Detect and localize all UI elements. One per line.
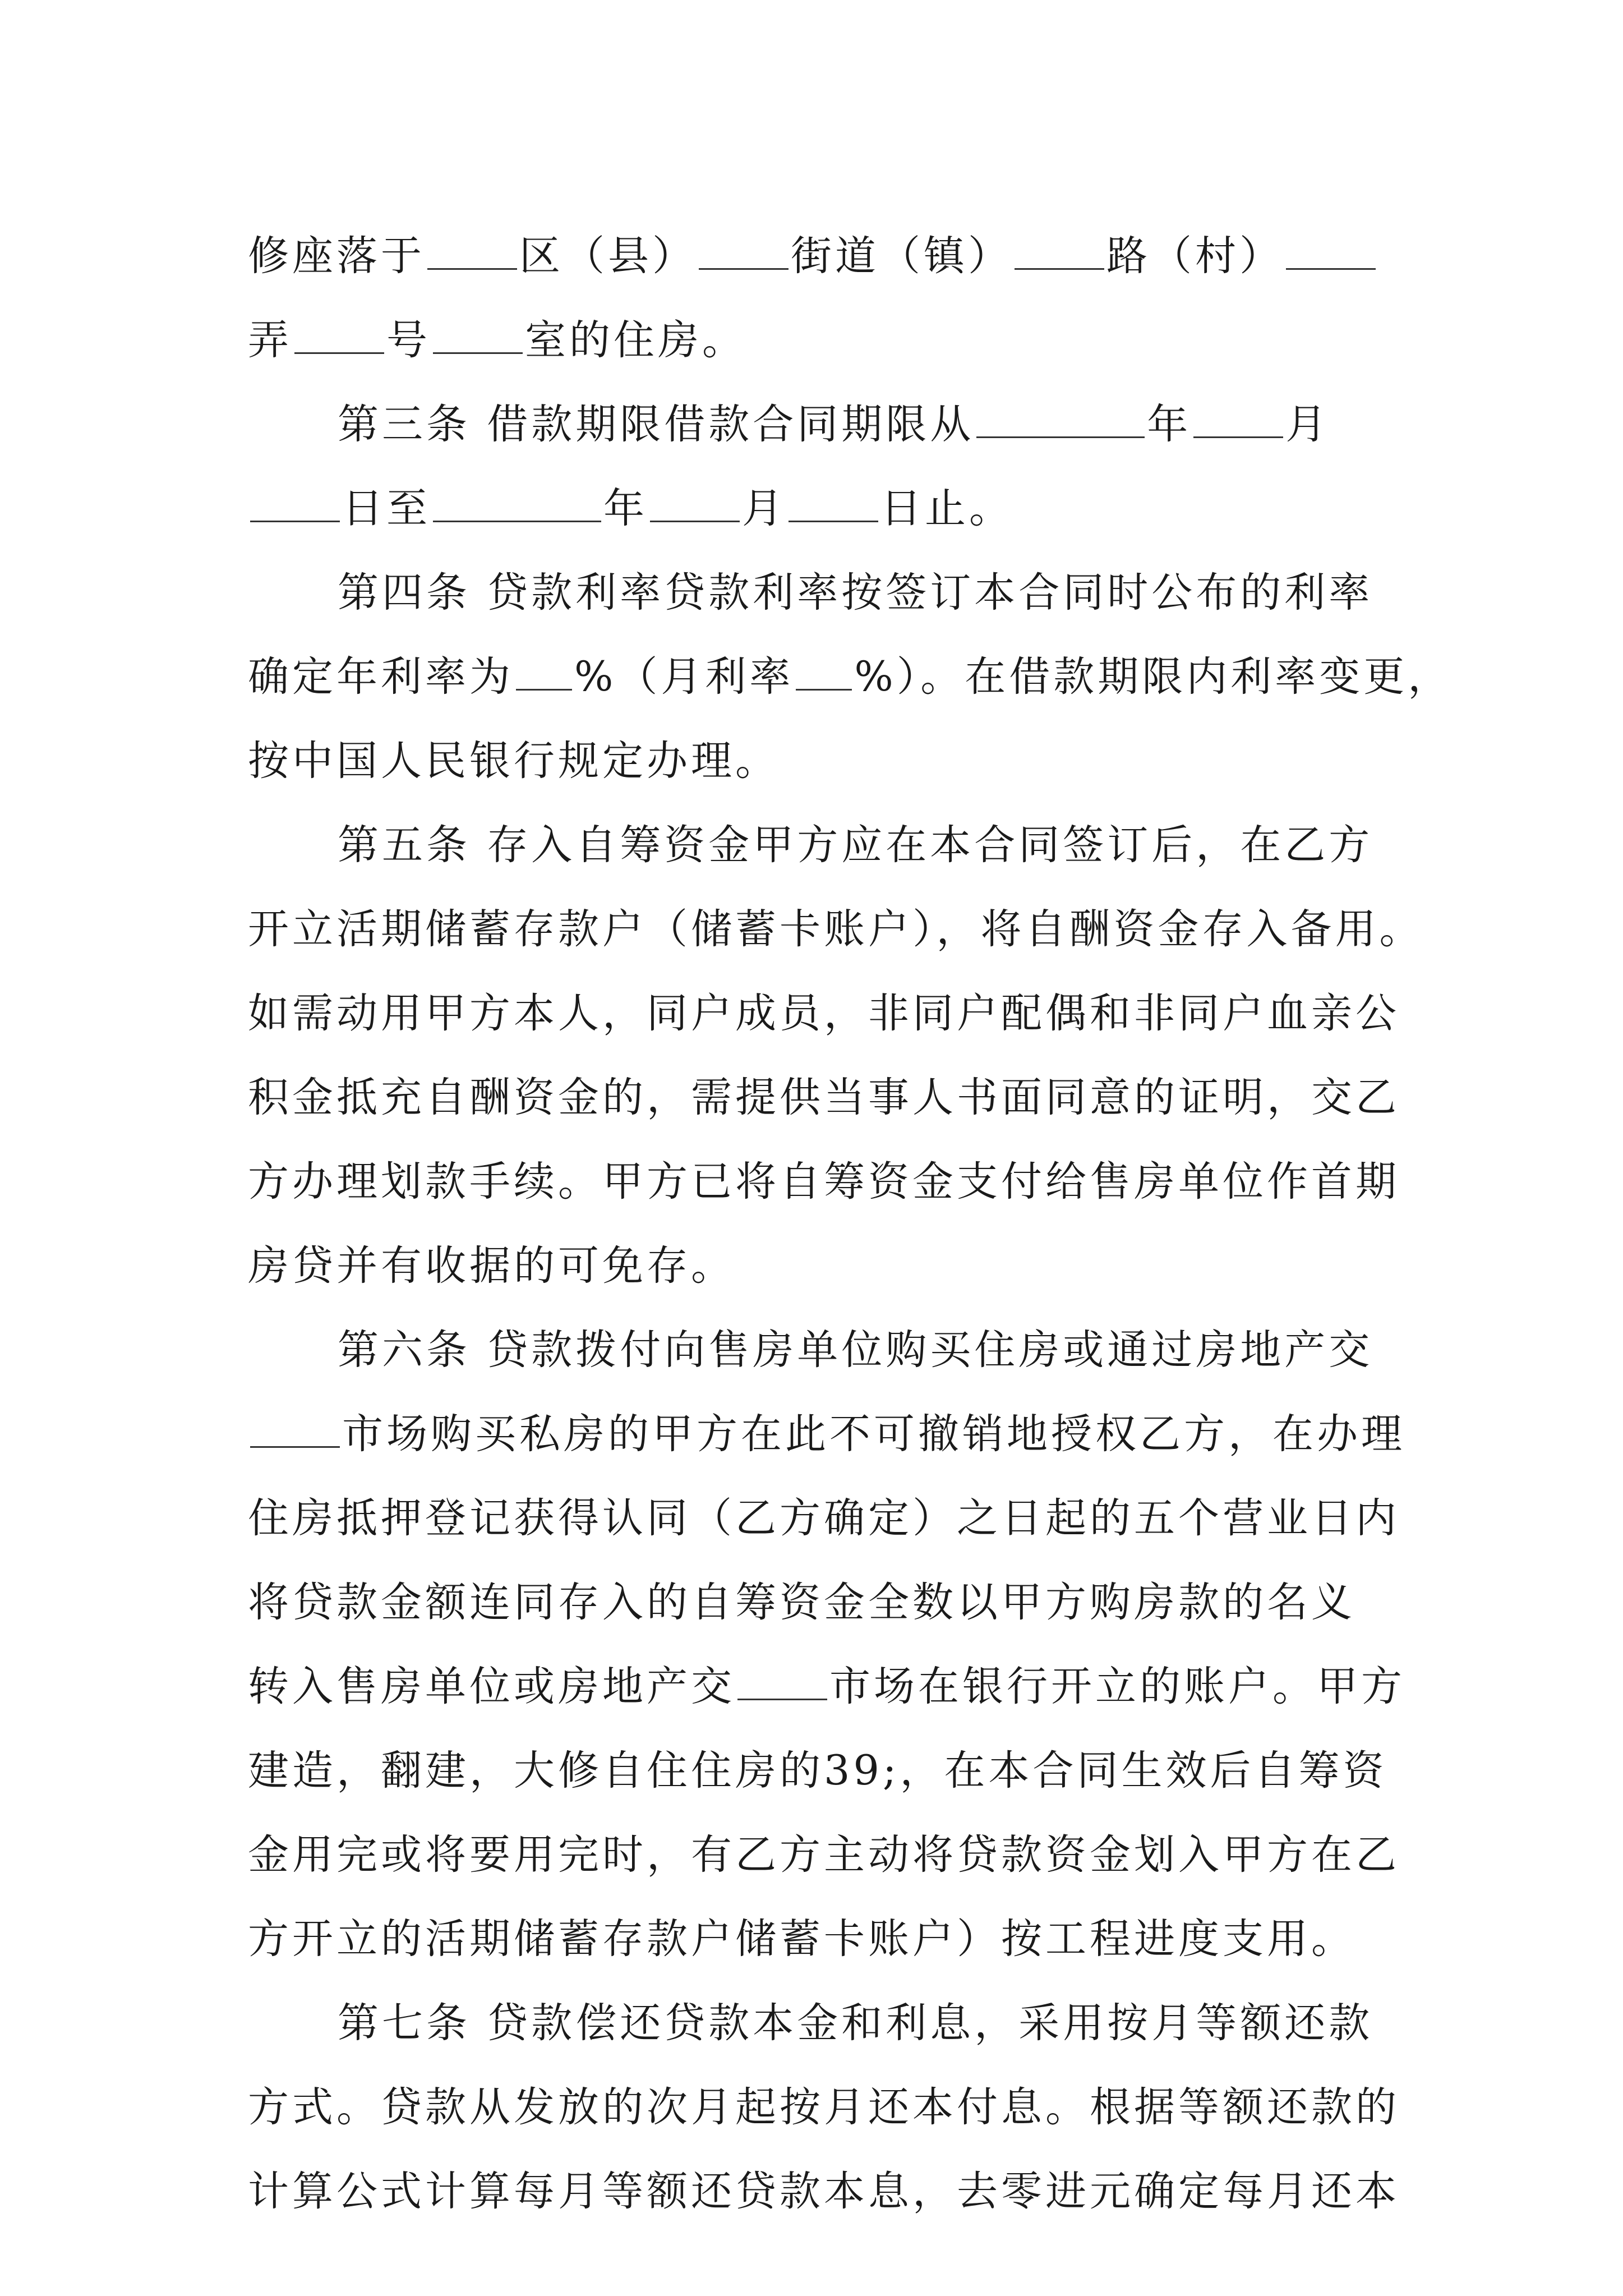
line-text: 年: [1147, 401, 1192, 448]
line-text: 市场购买私房的甲方在此不可撤销地授权乙方，在办理: [342, 1410, 1405, 1458]
fill-in-blank: [796, 642, 852, 691]
text-line: [248, 635, 1452, 719]
fill-in-blank: [433, 305, 523, 354]
fill-in-blank: [250, 1399, 340, 1448]
fill-in-blank: [427, 221, 517, 270]
article-3-heading-line: [338, 383, 1330, 467]
line-text: 月: [1285, 401, 1330, 448]
line-text: %（月利率: [574, 653, 794, 701]
line-text: 住房抵押登记获得认同（乙方确定）之日起的五个营业日内: [248, 1494, 1400, 1542]
fill-in-blank: [737, 1651, 827, 1700]
line-text: 将贷款金额连同存入的自筹资金全数以甲方购房款的名义: [248, 1579, 1355, 1626]
text-line: [248, 1897, 1355, 1981]
line-text: 室的住房。: [525, 316, 746, 364]
fill-in-blank: [650, 473, 740, 522]
line-text: %）。在借款期限内利率变更，: [854, 653, 1453, 701]
text-line: [248, 1392, 1405, 1476]
line-text: 积金抵充自酬资金的，需提供当事人书面同意的证明，交乙: [248, 1074, 1400, 1121]
article-7-heading-line: [338, 1981, 1373, 2065]
line-text: 年: [603, 485, 648, 532]
article-4-heading-line: [338, 551, 1373, 635]
line-text: 第七条 贷款偿还贷款本金和利息，采用按月等额还款: [338, 1999, 1373, 2047]
line-text: 月: [742, 485, 786, 532]
text-line: [248, 1561, 1355, 1645]
line-text: 弄: [248, 316, 292, 364]
text-line: [248, 1056, 1400, 1140]
text-line: [248, 1645, 1405, 1729]
line-text: 第五条 存入自筹资金甲方应在本合同签订后，在乙方: [338, 821, 1373, 869]
fill-in-blank: [250, 473, 340, 522]
line-text: 路（村）: [1106, 232, 1284, 280]
text-line: [248, 887, 1424, 972]
text-line: [248, 1729, 1387, 1813]
line-text: 日至: [342, 485, 431, 532]
fill-in-blank: [1193, 389, 1283, 438]
line-text: 开立活期储蓄存款户（储蓄卡账户），将自酬资金存入备用。: [248, 905, 1424, 953]
line-text: 计算公式计算每月等额还贷款本息，去零进元确定每月还本: [248, 2168, 1400, 2215]
line-text: 转入售房单位或房地产交: [248, 1663, 735, 1710]
fill-in-blank: [516, 642, 572, 691]
text-line: [248, 467, 1013, 551]
text-line: [248, 2065, 1400, 2150]
line-text: 日止。: [880, 485, 1013, 532]
text-line: [248, 214, 1378, 298]
line-text: 区（县）: [519, 232, 697, 280]
line-text: 如需动用甲方本人，同户成员，非同户配偶和非同户血亲公: [248, 990, 1400, 1037]
line-text: 市场在银行开立的账户。甲方: [829, 1663, 1405, 1710]
fill-in-blank: [433, 473, 601, 522]
line-text: 第三条 借款期限借款合同期限从: [338, 401, 975, 448]
text-line: [248, 1224, 735, 1308]
line-text: 确定年利率为: [248, 653, 514, 701]
fill-in-blank: [1286, 221, 1376, 270]
line-text: 号: [386, 316, 431, 364]
line-text: 按中国人民银行规定办理。: [248, 737, 780, 785]
line-text: 第四条 贷款利率贷款利率按签订本合同时公布的利率: [338, 569, 1373, 616]
line-text: 金用完或将要用完时，有乙方主动将贷款资金划入甲方在乙: [248, 1831, 1400, 1879]
article-6-heading-line: [338, 1308, 1373, 1392]
text-line: [248, 972, 1400, 1056]
line-text: 房贷并有收据的可免存。: [248, 1242, 735, 1290]
article-5-heading-line: [338, 803, 1373, 887]
fill-in-blank: [294, 305, 384, 354]
line-text: 方开立的活期储蓄存款户储蓄卡账户）按工程进度支用。: [248, 1915, 1355, 1963]
line-text: 街道（镇）: [791, 232, 1012, 280]
text-line: [248, 1476, 1400, 1561]
fill-in-blank: [699, 221, 789, 270]
fill-in-blank: [789, 473, 878, 522]
line-text: 方办理划款手续。甲方已将自筹资金支付给售房单位作首期: [248, 1158, 1400, 1205]
line-text: 修座落于: [248, 232, 425, 280]
text-line: [248, 2150, 1400, 2234]
text-line: [248, 1140, 1400, 1224]
text-line: [248, 719, 780, 803]
text-line: [248, 298, 746, 383]
line-text: 建造，翻建，大修自住住房的39;，在本合同生效后自筹资: [248, 1747, 1387, 1795]
line-text: 方式。贷款从发放的次月起按月还本付息。根据等额还款的: [248, 2083, 1400, 2131]
line-text: 第六条 贷款拨付向售房单位购买住房或通过房地产交: [338, 1326, 1373, 1374]
fill-in-blank: [1015, 221, 1104, 270]
text-line: [248, 1813, 1400, 1897]
fill-in-blank: [976, 389, 1145, 438]
